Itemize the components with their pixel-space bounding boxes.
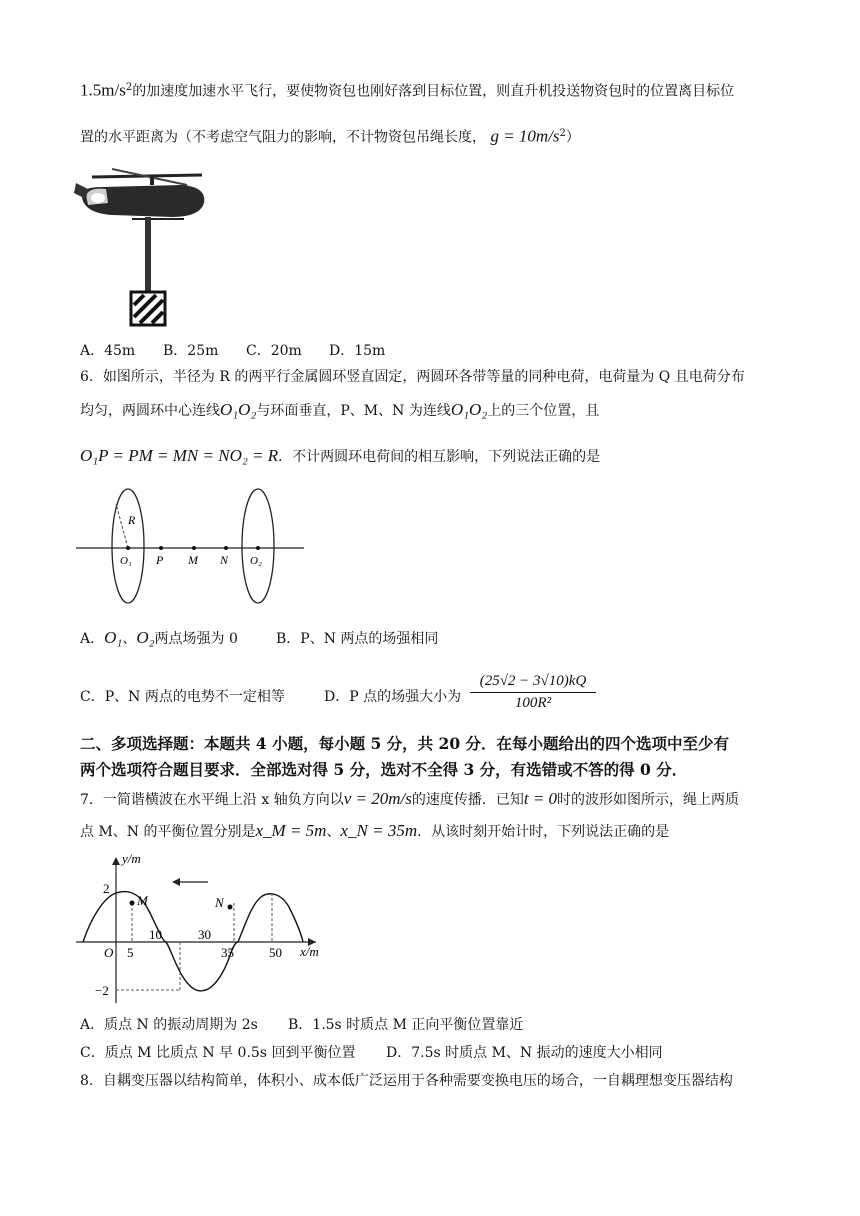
q6-o1o2-a: O₁O₂ <box>220 400 257 419</box>
x-axis-label: x/m <box>300 944 319 959</box>
q5-options <box>80 340 385 362</box>
q7-line2-sep: 、 <box>326 824 341 840</box>
q6-line2 <box>80 399 599 422</box>
label-O2: O₂ <box>250 555 262 567</box>
q7-line1-a: 7．一简谐横波在水平绳上沿 x 轴负方向以 <box>80 792 344 808</box>
y-tick-2: 2 <box>103 881 110 896</box>
q7-option-c: C．质点 M 比质点 N 早 0.5s 回到平衡位置 <box>80 1045 356 1061</box>
point-M-label: M <box>137 893 148 908</box>
q6-line2-b: 与环面垂直，P、M、N 为连线 <box>256 403 451 419</box>
q5-accel-value: 1.5m/s <box>80 80 126 100</box>
q6-equation: O₁P = PM = MN = NO₂ = R <box>80 446 279 465</box>
q5-line2 <box>80 123 580 149</box>
q7-line2-b: ．从该时刻开始计时，下列说法正确的是 <box>417 824 670 840</box>
q6-line2-c: 上的三个位置，且 <box>487 403 600 419</box>
point-N-label: N <box>215 895 224 910</box>
q5-line1 <box>80 77 734 103</box>
supply-package-icon <box>131 292 165 325</box>
q6-option-d-label: D．P 点的场强大小为 <box>324 689 462 705</box>
q5-accel-sup: 2 <box>125 82 133 93</box>
helicopter-figure <box>72 165 212 330</box>
q6-option-a-label: A． <box>80 631 105 647</box>
q8-line1: 8．自耦变压器以结构简单，体积小、成本低广泛运用于各种需要变换电压的场合，一自耦理想变压器结构 <box>80 1073 733 1089</box>
q6-option-a-text: 两点场强为 0 <box>154 631 238 647</box>
q7-time: t = 0 <box>523 789 558 808</box>
q7-speed: v = 20m/s <box>343 789 412 808</box>
q5-line2-end: ） <box>565 129 580 146</box>
q7-option-a: A．质点 N 的振动周期为 2s <box>80 1017 258 1033</box>
fraction-numerator: (25√2 − 3√10)kQ <box>470 673 596 693</box>
q5-line1-text: 的加速度加速水平飞行，要使物资包也刚好落到目标位置，则直升机投送物资包时的位置离目标位 <box>132 83 735 100</box>
q7-line2-a: 点 M、N 的平衡位置分别是 <box>80 824 256 840</box>
q5-g-sup: 2 <box>559 128 566 139</box>
rings-figure <box>76 482 316 612</box>
q7-xn: x_N = 35m <box>340 821 418 840</box>
q7-option-d: D．7.5s 时质点 M、N 振动的速度大小相同 <box>386 1045 663 1061</box>
q7-line2 <box>80 820 669 843</box>
q5-line2-text: 置的水平距离为（不考虑空气阻力的影响，不计物资包吊绳长度， <box>80 129 486 146</box>
q6-options-cd <box>80 686 461 708</box>
q5-g-value: g = 10m/s <box>490 126 560 146</box>
x-tick-10: 10 <box>149 927 162 942</box>
label-N: N <box>220 553 229 567</box>
q6-option-b: B．P、N 两点的场强相同 <box>276 631 439 647</box>
wave-figure <box>76 853 346 1013</box>
label-M: M <box>188 553 198 567</box>
q7-option-b: B．1.5s 时质点 M 正向平衡位置靠近 <box>288 1017 524 1033</box>
x-tick-30: 30 <box>198 927 211 942</box>
q6-options-ab <box>80 627 438 650</box>
helicopter-icon <box>74 169 204 219</box>
q7-options-cd <box>80 1042 663 1064</box>
q5-option-d: D．15m <box>329 343 386 359</box>
q6-line2-a: 均匀，两圆环中心连线 <box>80 403 220 419</box>
origin-label: O <box>104 945 114 960</box>
label-P: P <box>156 553 164 567</box>
q7-line1-c: 时的波形如图所示，绳上两质 <box>557 792 740 808</box>
q6-line3-text: ．不计两圆环电荷间的相互影响，下列说法正确的是 <box>278 449 601 465</box>
x-tick-35: 35 <box>221 945 234 960</box>
q5-option-a: A．45m <box>80 343 136 359</box>
x-tick-50: 50 <box>269 945 282 960</box>
q6-option-a-sep: 、 <box>122 631 137 647</box>
section2-line2: 两个选项符合题目要求．全部选对得 5 分，选对不全得 3 分，有选错或不答的得 0 分． <box>80 760 688 779</box>
fraction-denominator: 100R² <box>514 695 552 711</box>
q6-line1: 6．如图所示，半径为 R 的两平行金属圆环竖直固定，两圆环各带等量的同种电荷，电荷量为 Q 且电荷分布 <box>80 369 745 385</box>
x-tick-5: 5 <box>127 945 134 960</box>
rope <box>145 217 151 292</box>
q6-option-d-fraction <box>470 673 596 712</box>
q7-options-ab <box>80 1014 523 1036</box>
label-R: R <box>128 513 136 527</box>
q7-line1 <box>80 788 739 811</box>
q7-xm: x_M = 5m <box>255 821 327 840</box>
q6-o1o2-b: O₁O₂ <box>450 400 488 419</box>
q6-option-a <box>80 627 276 650</box>
q6-option-a-o2: O₂ <box>136 628 155 647</box>
q5-option-b: B．25m <box>163 343 219 359</box>
label-O1: O₁ <box>120 555 132 567</box>
q6-option-a-o1: O₁ <box>104 628 123 647</box>
y-axis-label: y/m <box>122 851 141 866</box>
section2-line1: 二、多项选择题：本题共 4 小题，每小题 5 分，共 20 分．在每小题给出的四个选项中至少有 <box>80 734 730 753</box>
q6-line3 <box>80 445 600 468</box>
q7-line1-b: 的速度传播．已知 <box>411 792 524 808</box>
y-tick-neg2: −2 <box>95 983 109 998</box>
q6-option-c: C．P、N 两点的电势不一定相等 <box>80 689 285 705</box>
q5-option-c: C．20m <box>246 343 302 359</box>
